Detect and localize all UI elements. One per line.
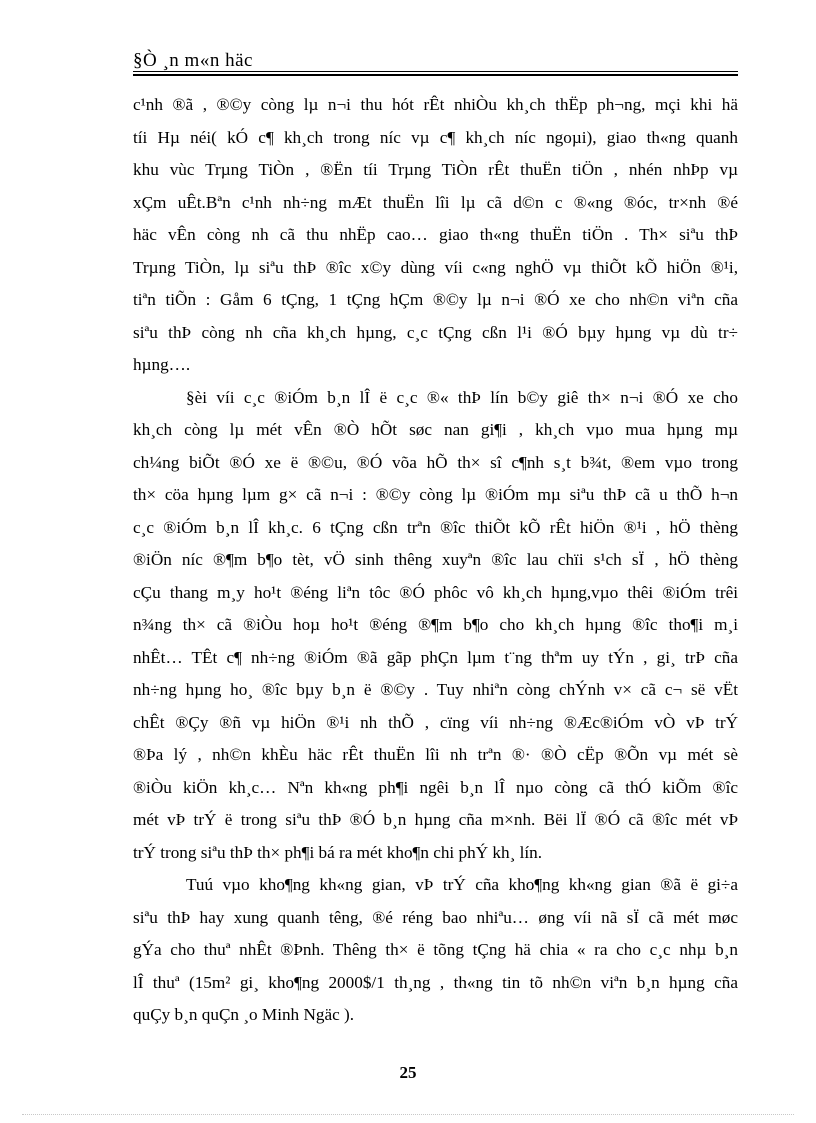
paragraph bbox=[133, 869, 738, 1032]
text-line: nh÷ng hµng ho¸ ®îc bµy b¸n ë ®©y . Tuy nhiªn còng chÝnh v× cã c¬ së vËt bbox=[133, 680, 738, 699]
text-line: häc vÊn còng nh cã thu nhËp cao… giao th«ng thuËn tiÖn . Th× siªu thÞ bbox=[133, 225, 738, 244]
text-line: Trµng TiÒn, lµ siªu thÞ ®îc x©y dùng víi c«ng nghÖ vµ thiÕt kÕ hiÖn ®¹i, bbox=[133, 257, 738, 277]
text-line: kh¸ch còng lµ mét vÊn ®Ò hÕt søc nan gi¶i , kh¸ch vµo mua hµng mµ bbox=[133, 420, 738, 439]
paragraph bbox=[133, 89, 738, 382]
text-line: c¹nh ®ã , ®©y còng lµ n¬i thu hót rÊt nhiÒu kh¸ch thËp ph¬ng, mçi khi hä bbox=[133, 95, 738, 114]
text-line: mét vÞ trÝ ë trong siªu thÞ ®Ó b¸n hµng cña m×nh. Bëi lÏ ®Ó cã ®îc mét vÞ bbox=[133, 810, 738, 829]
text-line: tiªn tiÕn : Gåm 6 tÇng, 1 tÇng hÇm ®©y lµ n¬i ®Ó xe cho nh©n viªn cña bbox=[133, 290, 738, 309]
text-line: hµng…. bbox=[133, 355, 191, 374]
text-line: gÝa cho thuª nhÊt ®Þnh. Thêng th× ë tõng tÇng hä chia « ra cho c¸c nhµ b¸n bbox=[133, 940, 738, 959]
text-line: nhÊt… TÊt c¶ nh÷ng ®iÓm ®ã gãp phÇn lµm t¨ng thªm uy tÝn , gi¸ trÞ cña bbox=[133, 647, 738, 667]
page-number: 25 bbox=[399, 1063, 417, 1082]
text-line: chÊt ®Çy ®ñ vµ hiÖn ®¹i nh thÕ , cïng víi nh÷ng ®Æc®iÓm vÒ vÞ trÝ bbox=[133, 712, 738, 732]
text-line: xÇm uÊt.Bªn c¹nh nh÷ng mÆt thuËn lîi lµ cã d©n c ®«ng ®óc, tr×nh ®é bbox=[133, 192, 738, 212]
body-text bbox=[133, 89, 738, 1032]
text-line: ®iÖn níc ®¶m b¶o tèt, vÖ sinh thêng xuyªn ®îc lau chïi s¹ch sÏ , hÖ thèng bbox=[133, 550, 738, 569]
page-edge-divider bbox=[22, 1114, 794, 1115]
text-line: c¸c ®iÓm b¸n lÎ kh¸c. 6 tÇng cßn trªn ®îc thiÕt kÕ rÊt hiÖn ®¹i , hÖ thèng bbox=[133, 517, 738, 537]
text-line: siªu thÞ còng nh cña kh¸ch hµng, c¸c tÇng cßn l¹i ®Ó bµy hµng vµ dù tr÷ bbox=[133, 322, 738, 342]
text-line: n¾ng th× cã ®iÒu hoµ ho¹t ®éng ®¶m b¶o cho kh¸ch hµng ®îc tho¶i m¸i bbox=[133, 615, 738, 634]
text-line: siªu thÞ hay xung quanh têng, ®é réng bao nhiªu… øng víi nã sÏ cã mét møc bbox=[133, 907, 738, 927]
text-line: §èi víi c¸c ®iÓm b¸n lÎ ë c¸c ®« thÞ lín b©y giê th× n¬i ®Ó xe cho bbox=[186, 387, 738, 407]
header-rule bbox=[133, 71, 738, 72]
text-line: lÎ thuª (15m² gi¸ kho¶ng 2000$/1 th¸ng , th«ng tin tõ nh©n viªn b¸n hµng cña bbox=[133, 972, 738, 992]
paragraph bbox=[133, 382, 738, 870]
text-line: ch¼ng biÕt ®Ó xe ë ®©u, ®Ó võa hÕ th× sî c¶nh s¸t b¾t, ®em vµo trong bbox=[133, 452, 738, 472]
header-rule-thick bbox=[133, 74, 738, 76]
text-line: th× cöa hµng lµm g× cã n¬i : ®©y còng lµ ®iÓm mµ siªu thÞ cã u thÕ h¬n bbox=[133, 485, 738, 504]
text-line: trÝ trong siªu thÞ th× ph¶i bá ra mét kho¶n chi phÝ kh¸ lín. bbox=[133, 842, 543, 862]
text-line: khu vùc Trµng TiÒn , ®Ën tíi Trµng TiÒn rÊt thuËn tiÖn , nhén nhÞp vµ bbox=[133, 160, 738, 179]
text-line: tíi Hµ néi( kÓ c¶ kh¸ch trong níc vµ c¶ kh¸ch níc ngoµi), giao th«ng quanh bbox=[133, 127, 738, 147]
page-header-title: §Ò ¸n m«n häc bbox=[133, 50, 253, 71]
text-line: cÇu thang m¸y ho¹t ®éng liªn tôc ®Ó phôc vô kh¸ch hµng,vµo thêi ®iÓm trêi bbox=[133, 582, 738, 602]
text-line: ®iÒu kiÖn kh¸c… Nªn kh«ng ph¶i ngêi b¸n lÎ nµo còng cã thÓ kiÕm ®îc bbox=[133, 777, 738, 797]
text-line: Tuú vµo kho¶ng kh«ng gian, vÞ trÝ cña kho¶ng kh«ng gian ®ã ë gi÷a bbox=[186, 875, 738, 894]
text-line: ®Þa lý , nh©n khÈu häc rÊt thuËn lîi nh trªn ®· ®Ò cËp ®Õn vµ mét sè bbox=[133, 745, 738, 764]
text-line: quÇy b¸n quÇn ¸o Minh Ngäc ). bbox=[133, 1005, 355, 1024]
